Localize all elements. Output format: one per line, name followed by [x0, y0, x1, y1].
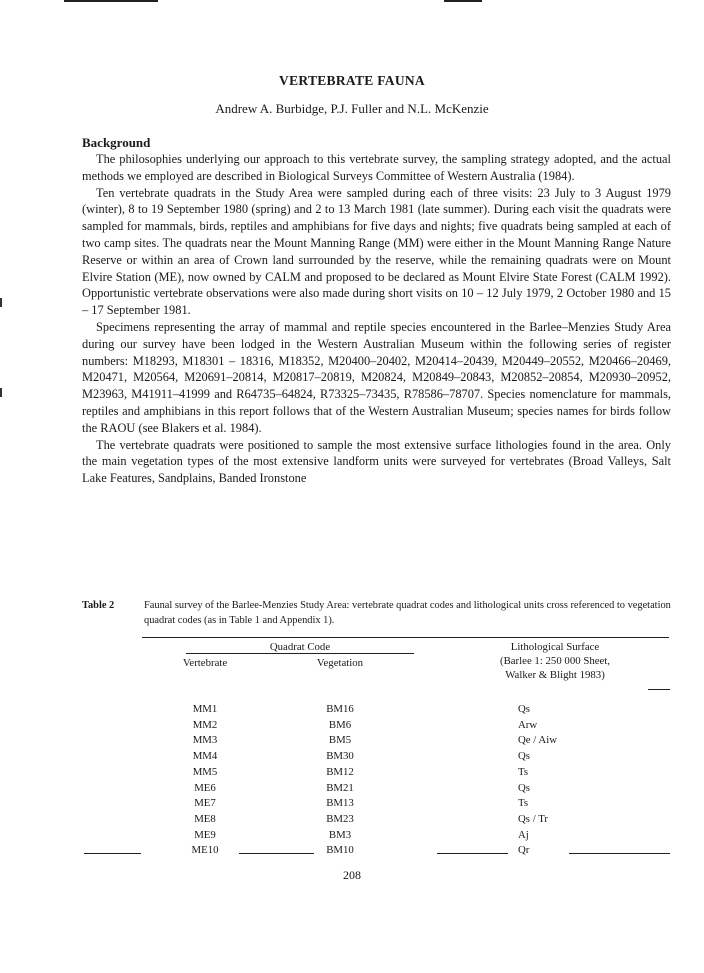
cell-vegetation: BM12	[326, 765, 354, 778]
cell-lithology: Qs / Tr	[518, 812, 549, 825]
margin-mark	[0, 298, 2, 307]
cell-vegetation: BM21	[326, 781, 354, 794]
cell-lithology: Aj	[518, 828, 529, 841]
quadrat-code-header: Quadrat Code	[269, 641, 331, 653]
cell-vegetation: BM16	[326, 703, 354, 715]
table-top-rule	[142, 637, 669, 638]
header-line: Lithological Surface	[510, 641, 600, 653]
margin-mark	[0, 388, 2, 397]
cell-vegetation: BM30	[326, 750, 354, 763]
cell-vegetation: BM13	[326, 797, 354, 810]
cell-vertebrate: MM5	[192, 765, 218, 778]
cell-vertebrate: ME7	[194, 797, 216, 810]
cell-lithology: Arw	[518, 718, 538, 731]
cell-vegetation: BM10	[326, 844, 354, 857]
author-line: Andrew A. Burbidge, P.J. Fuller and N.L. McKenzie	[215, 101, 489, 116]
cell-vegetation: BM5	[328, 734, 352, 747]
column-header-lithological	[460, 640, 650, 682]
paragraph: The vertebrate quadrats were positioned to sample the most extensive surface lithologies found in the area. Only the main vegetation types of the most extensive landform units were surveyed for vertebrates (Broad Valleys, Salt Lake Features, Sandplains, Banded Ironstone	[82, 437, 671, 486]
cell-vertebrate: MM1	[192, 703, 218, 715]
header-line: (Barlee 1: 250 000 Sheet,	[499, 655, 611, 667]
cell-lithology: Qs	[518, 781, 530, 794]
page-number: 208	[343, 868, 361, 882]
cell-vertebrate: ME6	[194, 781, 216, 794]
document-title: VERTEBRATE FAUNA	[279, 73, 425, 88]
table-caption-text: Faunal survey of the Barlee-Menzies Study Area: vertebrate quadrat codes and lithological units cross referenced to vegetation quadrat codes (as in Table 1 and Appendix 1).	[144, 600, 671, 626]
cell-lithology: Qr	[518, 844, 530, 857]
cell-lithology: Qs	[518, 750, 530, 763]
cell-vertebrate: MM2	[192, 718, 218, 731]
cell-lithology: Qe / Aiw	[518, 734, 557, 747]
cell-vertebrate: ME9	[194, 828, 216, 841]
paragraph: Specimens representing the array of mammal and reptile species encountered in the Barlee–Menzies Study Area during our survey have been lodged in the Western Australian Museum within the following series of register numbers: M18293, M18301 – 18316, M18352, M20400–20402, M20414–20439, M20449–20552, M20466–20469, M20471, M20564, M20691–20814, M20817–20819, M20824, M20849–20843, M20852–20854, M20930–20952, M23963, M41911–41999 and R64735–64824, R73325–73435, R78586–78707. Species nomenclature for mammals, reptiles and amphibians in this report follows that of the Western Australian Museum; species names for birds follow the RAOU (see Blakers et al. 1984).	[82, 319, 671, 435]
cell-lithology: Ts	[518, 797, 529, 810]
cell-vertebrate: MM3	[192, 734, 218, 747]
table-bottom-rule	[437, 853, 508, 854]
cell-vertebrate: ME10	[191, 844, 219, 857]
cell-vegetation: BM23	[326, 812, 354, 825]
column-header-vegetation: Vegetation	[316, 657, 364, 669]
cell-vegetation: BM3	[328, 828, 352, 841]
cell-vertebrate: ME8	[194, 812, 216, 825]
paragraph: Ten vertebrate quadrats in the Study Area were sampled during each of three visits: 23 July to 3 August 1979 (winter), 8 to 19 September 1980 (spring) and 2 to 13 March 1981 (late summer). During each visit the quadrats were sampled for mammals, birds, reptiles and amphibians for five days and nights; five quadrats being sampled at each of two camp sites. The quadrats near the Mount Manning Range (MM) were either in the Mount Manning Range Nature Reserve or within an area of Crown land surrounded by the reserve, while the remaining quadrats were on Mount Elvire Station (ME), now owned by CALM and proposed to be declared as Mount Elvire State Forest (CALM 1992). Opportunistic vertebrate observations were also made during short visits on 10 – 12 July 1979, 2 October 1980 and 15 – 17 September 1981.	[82, 185, 671, 318]
paragraph: The philosophies underlying our approach to this vertebrate survey, the sampling strategy adopted, and the actual methods we employed are described in Biological Surveys Committee of Western Australia (1984).	[82, 152, 671, 183]
body-text	[82, 151, 671, 487]
top-rule-left	[64, 0, 158, 2]
table-bottom-rule	[84, 853, 141, 854]
column-header-vertebrate: Vertebrate	[182, 657, 228, 669]
cell-lithology: Qs	[518, 703, 530, 715]
cell-vertebrate: MM4	[192, 750, 218, 763]
section-heading: Background	[82, 135, 151, 150]
header-line: Walker & Blight 1983)	[505, 669, 605, 681]
header-bottom-rule	[648, 689, 670, 690]
cell-vegetation: BM6	[328, 718, 352, 731]
table-caption	[82, 598, 674, 628]
cell-lithology: Ts	[518, 765, 529, 778]
top-rule-right	[444, 0, 482, 2]
table-caption-label: Table 2	[82, 600, 115, 611]
